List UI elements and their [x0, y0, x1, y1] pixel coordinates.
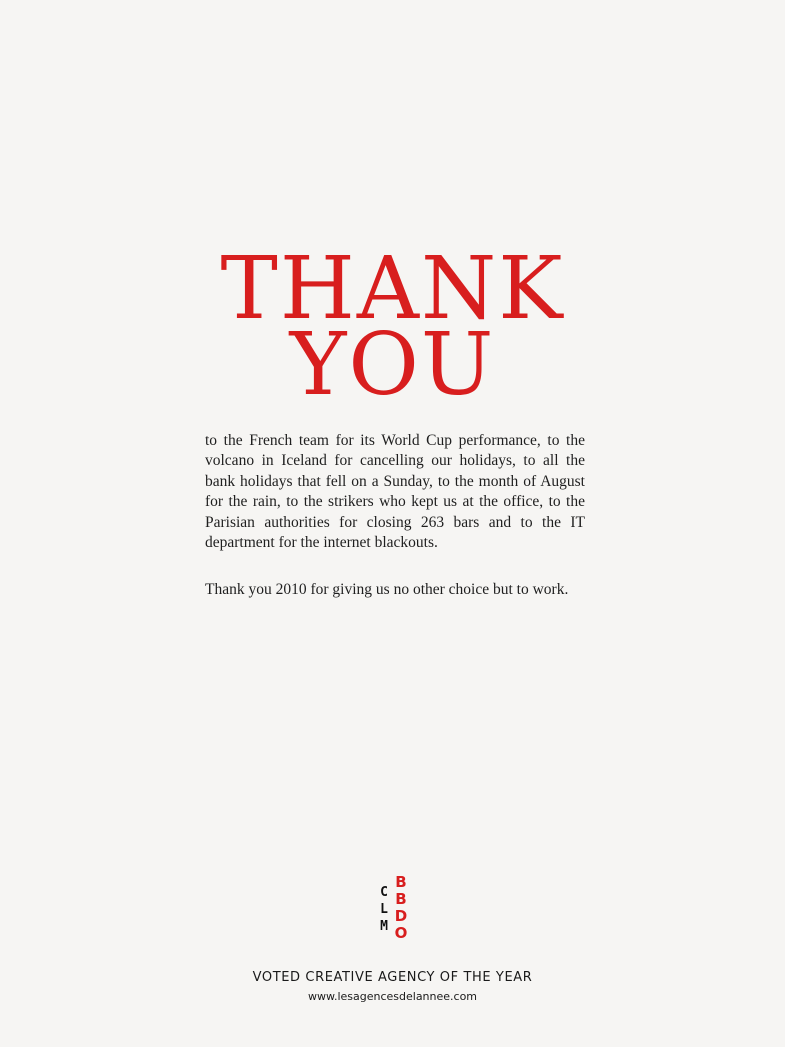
website-url: www.lesagencesdelannee.com — [307, 990, 478, 1003]
logo-letter: B — [395, 873, 407, 891]
agency-tagline: VOTED CREATIVE AGENCY OF THE YEAR — [252, 970, 533, 985]
body-paragraph: to the French team for its World Cup performance, to the volcano in Iceland for cancelling our holidays, to all the bank holidays that fell on a Sunday, to the month of August for the rain, to the strikers who kept us at the office, to the Parisian authorities for closing 263 bars and to the IT department for the internet blackouts. — [205, 432, 585, 552]
logo-bbdo-column — [394, 874, 408, 942]
logo-letter: D — [394, 907, 408, 925]
headline-line-1: THANK — [220, 239, 565, 339]
logo-letter: M — [380, 919, 388, 934]
clm-bbdo-logo — [374, 874, 414, 944]
logo-letter: L — [380, 902, 388, 917]
logo-clm-column — [378, 884, 390, 935]
headline-line-2: YOU — [289, 315, 496, 415]
logo-letter: C — [380, 885, 388, 900]
logo-letter: B — [395, 890, 407, 908]
logo-letter: O — [394, 924, 408, 942]
closing-line: Thank you 2010 for giving us no other choice but to work. — [205, 581, 569, 598]
